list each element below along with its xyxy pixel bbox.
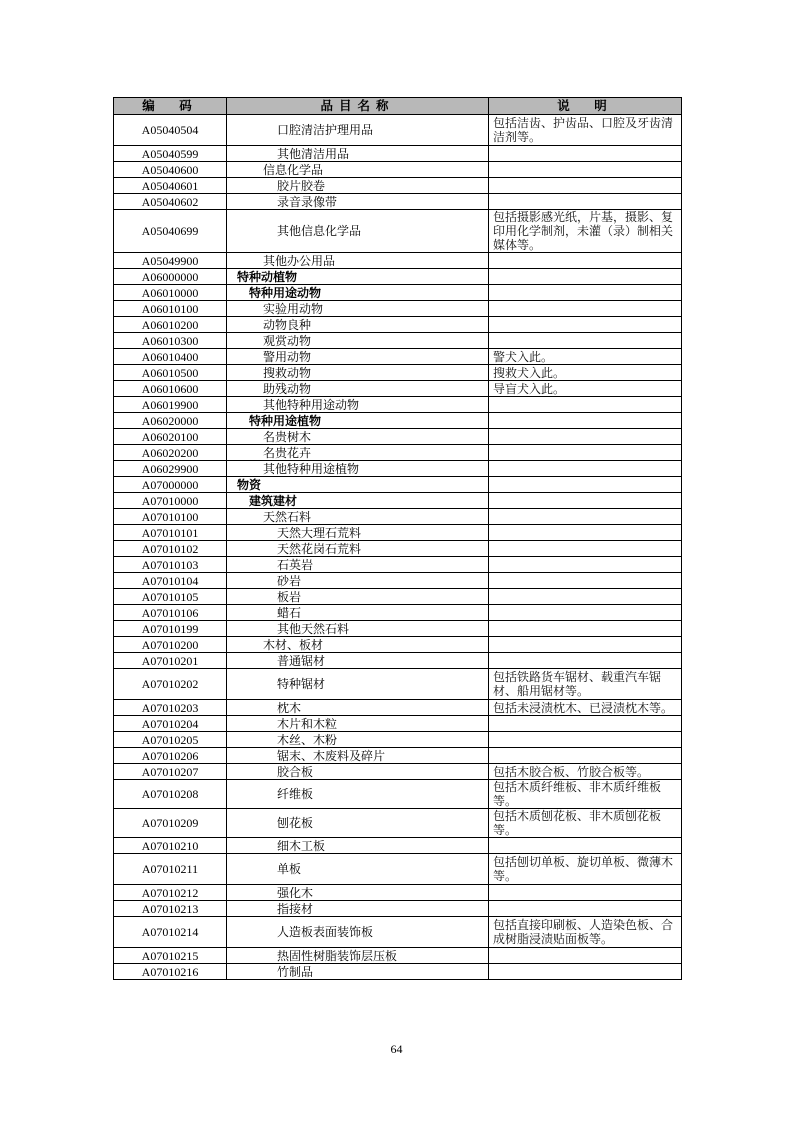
row-note (489, 269, 682, 285)
row-item-name: 观赏动物 (227, 333, 489, 349)
row-note (489, 285, 682, 301)
row-code: A05040602 (114, 194, 227, 210)
row-item-name: 搜救动物 (227, 365, 489, 381)
row-item-name: 普通锯材 (227, 653, 489, 669)
row-code: A07010210 (114, 838, 227, 854)
row-note (489, 146, 682, 162)
table-row (114, 429, 682, 445)
row-item-name: 天然石料 (227, 509, 489, 525)
row-code: A07010106 (114, 605, 227, 621)
row-note (489, 333, 682, 349)
row-note: 包括摄影感光纸，片基，摄影、复印用化学制剂，未灌（录）制相关媒体等。 (489, 210, 682, 253)
row-note (489, 397, 682, 413)
row-note (489, 637, 682, 653)
row-note (489, 732, 682, 748)
row-code: A07010101 (114, 525, 227, 541)
header-name: 品目名称 (227, 98, 489, 115)
table-row (114, 838, 682, 854)
table-row (114, 509, 682, 525)
row-item-name: 刨花板 (227, 809, 489, 838)
row-code: A07010204 (114, 716, 227, 732)
table-row (114, 397, 682, 413)
row-note: 导盲犬入此。 (489, 381, 682, 397)
row-note (489, 525, 682, 541)
table-row (114, 317, 682, 333)
row-code: A07010104 (114, 573, 227, 589)
row-item-name: 石英岩 (227, 557, 489, 573)
row-note (489, 653, 682, 669)
row-note (489, 162, 682, 178)
row-item-name: 砂岩 (227, 573, 489, 589)
row-code: A06010600 (114, 381, 227, 397)
table-row (114, 964, 682, 980)
table-row (114, 885, 682, 901)
row-note: 包括洁齿、护齿品、口腔及牙齿清洁剂等。 (489, 115, 682, 146)
table-row (114, 493, 682, 509)
row-item-name: 板岩 (227, 589, 489, 605)
table-row (114, 381, 682, 397)
row-item-name: 竹制品 (227, 964, 489, 980)
row-item-name: 信息化学品 (227, 162, 489, 178)
row-item-name: 强化木 (227, 885, 489, 901)
row-code: A06020100 (114, 429, 227, 445)
row-code: A06010200 (114, 317, 227, 333)
row-item-name: 胶片胶卷 (227, 178, 489, 194)
row-item-name: 其他信息化学品 (227, 210, 489, 253)
row-note (489, 621, 682, 637)
header-note: 说 明 (489, 98, 682, 115)
row-note: 包括直接印刷板、人造染色板、合成树脂浸渍贴面板等。 (489, 917, 682, 948)
row-code: A07010200 (114, 637, 227, 653)
row-item-name: 特种锯材 (227, 669, 489, 700)
row-code: A07010102 (114, 541, 227, 557)
row-code: A07010100 (114, 509, 227, 525)
row-code: A07010212 (114, 885, 227, 901)
row-code: A06029900 (114, 461, 227, 477)
row-note (489, 885, 682, 901)
table-body (114, 115, 682, 980)
row-code: A07010000 (114, 493, 227, 509)
row-item-name: 锯末、木废料及碎片 (227, 748, 489, 764)
table-row (114, 461, 682, 477)
row-note: 包括木质刨花板、非木质刨花板等。 (489, 809, 682, 838)
row-code: A07010205 (114, 732, 227, 748)
row-item-name: 录音录像带 (227, 194, 489, 210)
row-item-name: 特种动植物 (227, 269, 489, 285)
table-row (114, 700, 682, 716)
row-item-name: 木片和木粒 (227, 716, 489, 732)
row-item-name: 纤维板 (227, 780, 489, 809)
row-code: A05049900 (114, 253, 227, 269)
table-row (114, 854, 682, 885)
row-item-name: 实验用动物 (227, 301, 489, 317)
row-note (489, 573, 682, 589)
table-row (114, 301, 682, 317)
row-item-name: 热固性树脂装饰层压板 (227, 948, 489, 964)
table-row (114, 541, 682, 557)
row-code: A05040599 (114, 146, 227, 162)
table-row (114, 477, 682, 493)
row-code: A06000000 (114, 269, 227, 285)
row-item-name: 木丝、木粉 (227, 732, 489, 748)
row-item-name: 警用动物 (227, 349, 489, 365)
row-note: 包括木质纤维板、非木质纤维板等。 (489, 780, 682, 809)
row-code: A06020000 (114, 413, 227, 429)
table-row (114, 901, 682, 917)
row-note (489, 445, 682, 461)
row-note (489, 253, 682, 269)
row-code: A06010300 (114, 333, 227, 349)
row-code: A06020200 (114, 445, 227, 461)
header-row (114, 98, 682, 115)
row-item-name: 人造板表面装饰板 (227, 917, 489, 948)
row-code: A07010201 (114, 653, 227, 669)
row-note (489, 964, 682, 980)
row-note: 包括铁路货车锯材、载重汽车锯材、船用锯材等。 (489, 669, 682, 700)
table-row (114, 115, 682, 146)
row-code: A06019900 (114, 397, 227, 413)
row-note (489, 716, 682, 732)
row-note: 包括木胶合板、竹胶合板等。 (489, 764, 682, 780)
row-code: A06010400 (114, 349, 227, 365)
table-row (114, 285, 682, 301)
row-code: A07010216 (114, 964, 227, 980)
row-code: A07010211 (114, 854, 227, 885)
row-code: A05040600 (114, 162, 227, 178)
row-code: A07010203 (114, 700, 227, 716)
row-code: A07000000 (114, 477, 227, 493)
row-note (489, 413, 682, 429)
catalog-table (113, 97, 682, 980)
row-code: A07010202 (114, 669, 227, 700)
table-row (114, 413, 682, 429)
row-code: A07010208 (114, 780, 227, 809)
table-row (114, 445, 682, 461)
row-note: 包括未浸渍枕木、已浸渍枕木等。 (489, 700, 682, 716)
table-row (114, 732, 682, 748)
row-item-name: 细木工板 (227, 838, 489, 854)
row-code: A07010209 (114, 809, 227, 838)
row-note (489, 541, 682, 557)
row-item-name: 其他特种用途动物 (227, 397, 489, 413)
row-code: A06010100 (114, 301, 227, 317)
row-item-name: 名贵花卉 (227, 445, 489, 461)
row-item-name: 助残动物 (227, 381, 489, 397)
table-row (114, 573, 682, 589)
row-note (489, 301, 682, 317)
row-code: A07010213 (114, 901, 227, 917)
table-row (114, 716, 682, 732)
row-note (489, 317, 682, 333)
row-code: A05040504 (114, 115, 227, 146)
table-row (114, 194, 682, 210)
table-row (114, 333, 682, 349)
table-row (114, 653, 682, 669)
table-row (114, 349, 682, 365)
row-note (489, 429, 682, 445)
table-row (114, 917, 682, 948)
row-item-name: 其他天然石料 (227, 621, 489, 637)
row-code: A06010000 (114, 285, 227, 301)
row-code: A07010214 (114, 917, 227, 948)
row-note (489, 194, 682, 210)
table-row (114, 210, 682, 253)
row-item-name: 蜡石 (227, 605, 489, 621)
table-row (114, 162, 682, 178)
row-code: A07010199 (114, 621, 227, 637)
table-row (114, 669, 682, 700)
row-note (489, 557, 682, 573)
row-item-name: 天然花岗石荒料 (227, 541, 489, 557)
table-row (114, 365, 682, 381)
row-item-name: 其他办公用品 (227, 253, 489, 269)
row-item-name: 建筑建材 (227, 493, 489, 509)
row-item-name: 胶合板 (227, 764, 489, 780)
row-code: A07010103 (114, 557, 227, 573)
table-row (114, 780, 682, 809)
page-number: 64 (390, 1042, 403, 1056)
row-code: A07010105 (114, 589, 227, 605)
row-item-name: 口腔清洁护理用品 (227, 115, 489, 146)
row-item-name: 其他特种用途植物 (227, 461, 489, 477)
row-note: 包括刨切单板、旋切单板、微薄木等。 (489, 854, 682, 885)
row-item-name: 名贵树木 (227, 429, 489, 445)
table-row (114, 178, 682, 194)
row-note (489, 509, 682, 525)
table-row (114, 589, 682, 605)
row-note (489, 493, 682, 509)
row-note: 搜救犬入此。 (489, 365, 682, 381)
table-row (114, 748, 682, 764)
row-note (489, 838, 682, 854)
table-row (114, 253, 682, 269)
row-note (489, 461, 682, 477)
table-row (114, 146, 682, 162)
row-item-name: 物资 (227, 477, 489, 493)
row-item-name: 特种用途动物 (227, 285, 489, 301)
table-row (114, 557, 682, 573)
row-note (489, 948, 682, 964)
row-code: A07010206 (114, 748, 227, 764)
row-item-name: 单板 (227, 854, 489, 885)
table-row (114, 637, 682, 653)
row-note (489, 589, 682, 605)
table-row (114, 605, 682, 621)
row-item-name: 其他清洁用品 (227, 146, 489, 162)
row-item-name: 木材、板材 (227, 637, 489, 653)
row-item-name: 动物良种 (227, 317, 489, 333)
row-note (489, 178, 682, 194)
row-note (489, 748, 682, 764)
table-row (114, 269, 682, 285)
row-note: 警犬入此。 (489, 349, 682, 365)
header-code: 编 码 (114, 98, 227, 115)
row-code: A05040699 (114, 210, 227, 253)
row-code: A07010207 (114, 764, 227, 780)
row-item-name: 枕木 (227, 700, 489, 716)
row-note (489, 477, 682, 493)
row-note (489, 901, 682, 917)
table-row (114, 621, 682, 637)
row-item-name: 特种用途植物 (227, 413, 489, 429)
table-row (114, 525, 682, 541)
table-row (114, 764, 682, 780)
row-code: A07010215 (114, 948, 227, 964)
table-row (114, 948, 682, 964)
row-item-name: 指接材 (227, 901, 489, 917)
table-row (114, 809, 682, 838)
row-note (489, 605, 682, 621)
row-code: A06010500 (114, 365, 227, 381)
row-code: A05040601 (114, 178, 227, 194)
row-item-name: 天然大理石荒料 (227, 525, 489, 541)
